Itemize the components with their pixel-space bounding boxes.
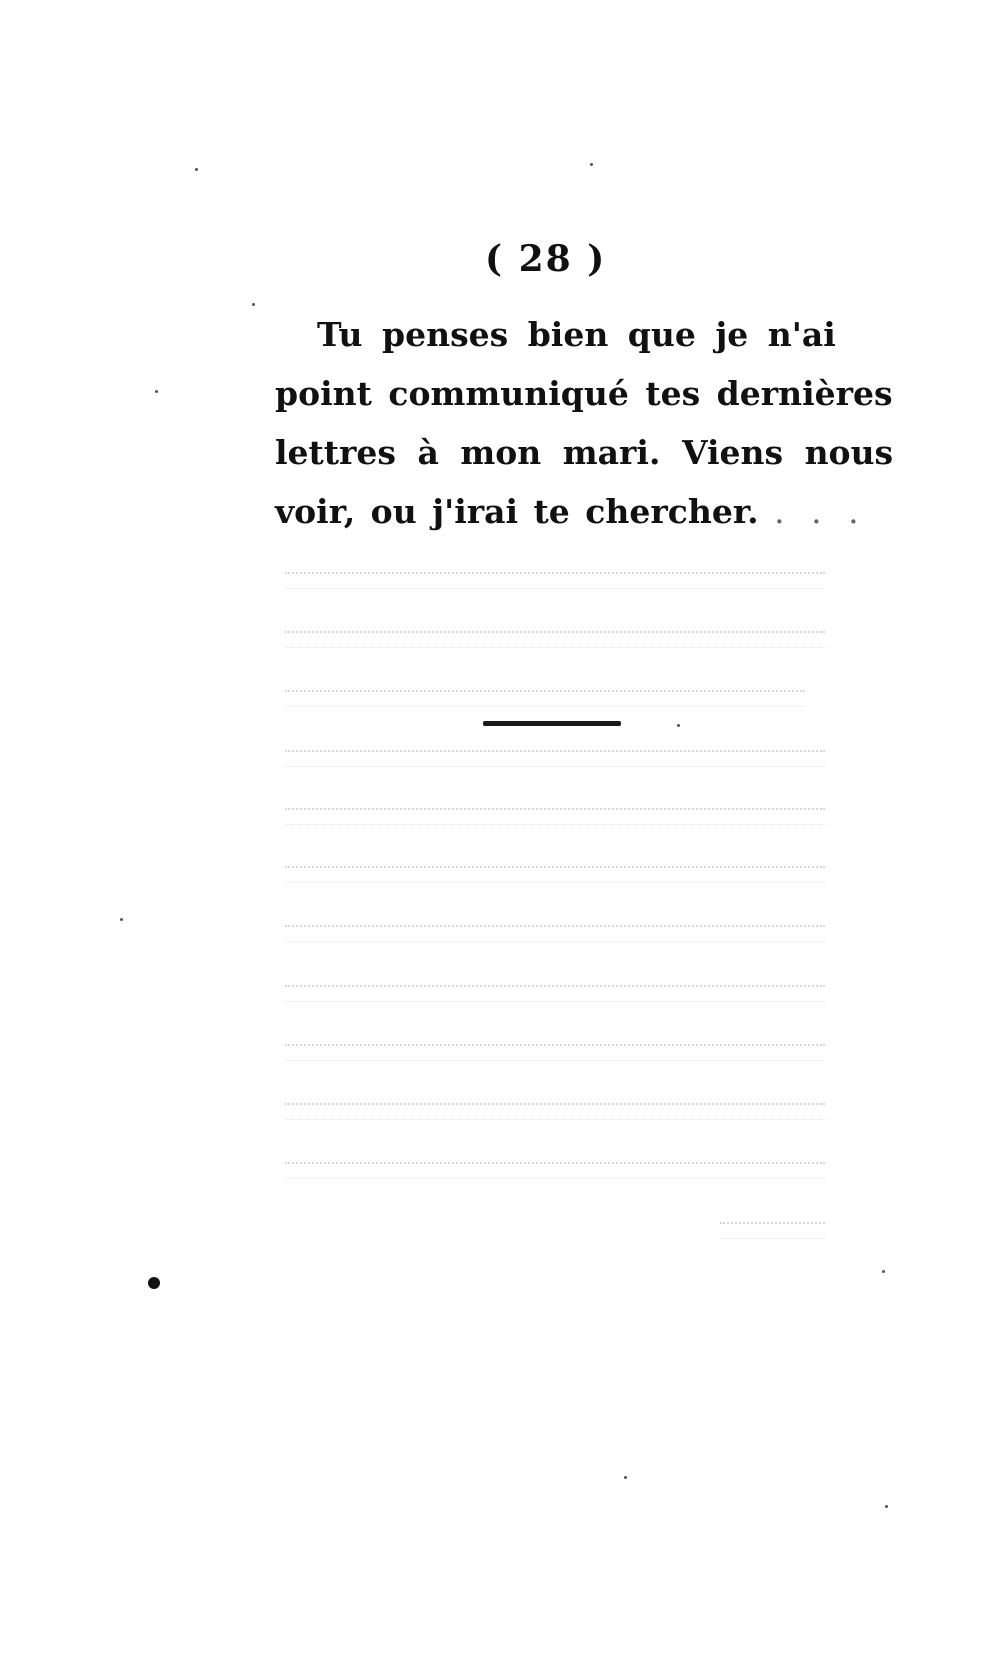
page-number: ( 28 ) <box>485 238 607 280</box>
paper-speck <box>252 303 255 306</box>
section-divider-rule <box>483 721 621 726</box>
text-line: Tu penses bien que je n'ai <box>317 315 836 354</box>
paper-speck <box>677 724 680 727</box>
ink-blot <box>148 1277 160 1289</box>
bleed-through-line <box>285 866 825 883</box>
bleed-through-line <box>285 631 825 648</box>
letter-text <box>275 305 894 541</box>
bleed-through-line <box>285 985 825 1002</box>
bleed-through-line <box>720 1222 825 1239</box>
bleed-through-line <box>285 925 825 942</box>
last-line-text: voir, ou j'irai te chercher. <box>275 492 759 531</box>
bleed-through-line <box>285 572 825 589</box>
bleed-through-line <box>285 1044 825 1061</box>
paper-speck <box>120 918 123 921</box>
bleed-through-line <box>285 1103 825 1120</box>
trailing-ellipsis: . . . <box>774 492 865 531</box>
text-line: point communiqué tes dernières <box>275 374 893 413</box>
paper-speck <box>195 168 198 171</box>
text-line <box>275 482 865 541</box>
bleed-through-line <box>285 808 825 825</box>
paper-speck <box>885 1505 888 1508</box>
paper-speck <box>624 1476 627 1479</box>
bleed-through-line <box>285 690 805 707</box>
bleed-through-line <box>285 750 825 767</box>
text-line: lettres à mon mari. Viens nous <box>275 433 894 472</box>
paper-speck <box>155 390 158 393</box>
bleed-through-line <box>285 1162 825 1179</box>
paper-speck <box>590 163 593 166</box>
paper-speck <box>882 1270 885 1273</box>
